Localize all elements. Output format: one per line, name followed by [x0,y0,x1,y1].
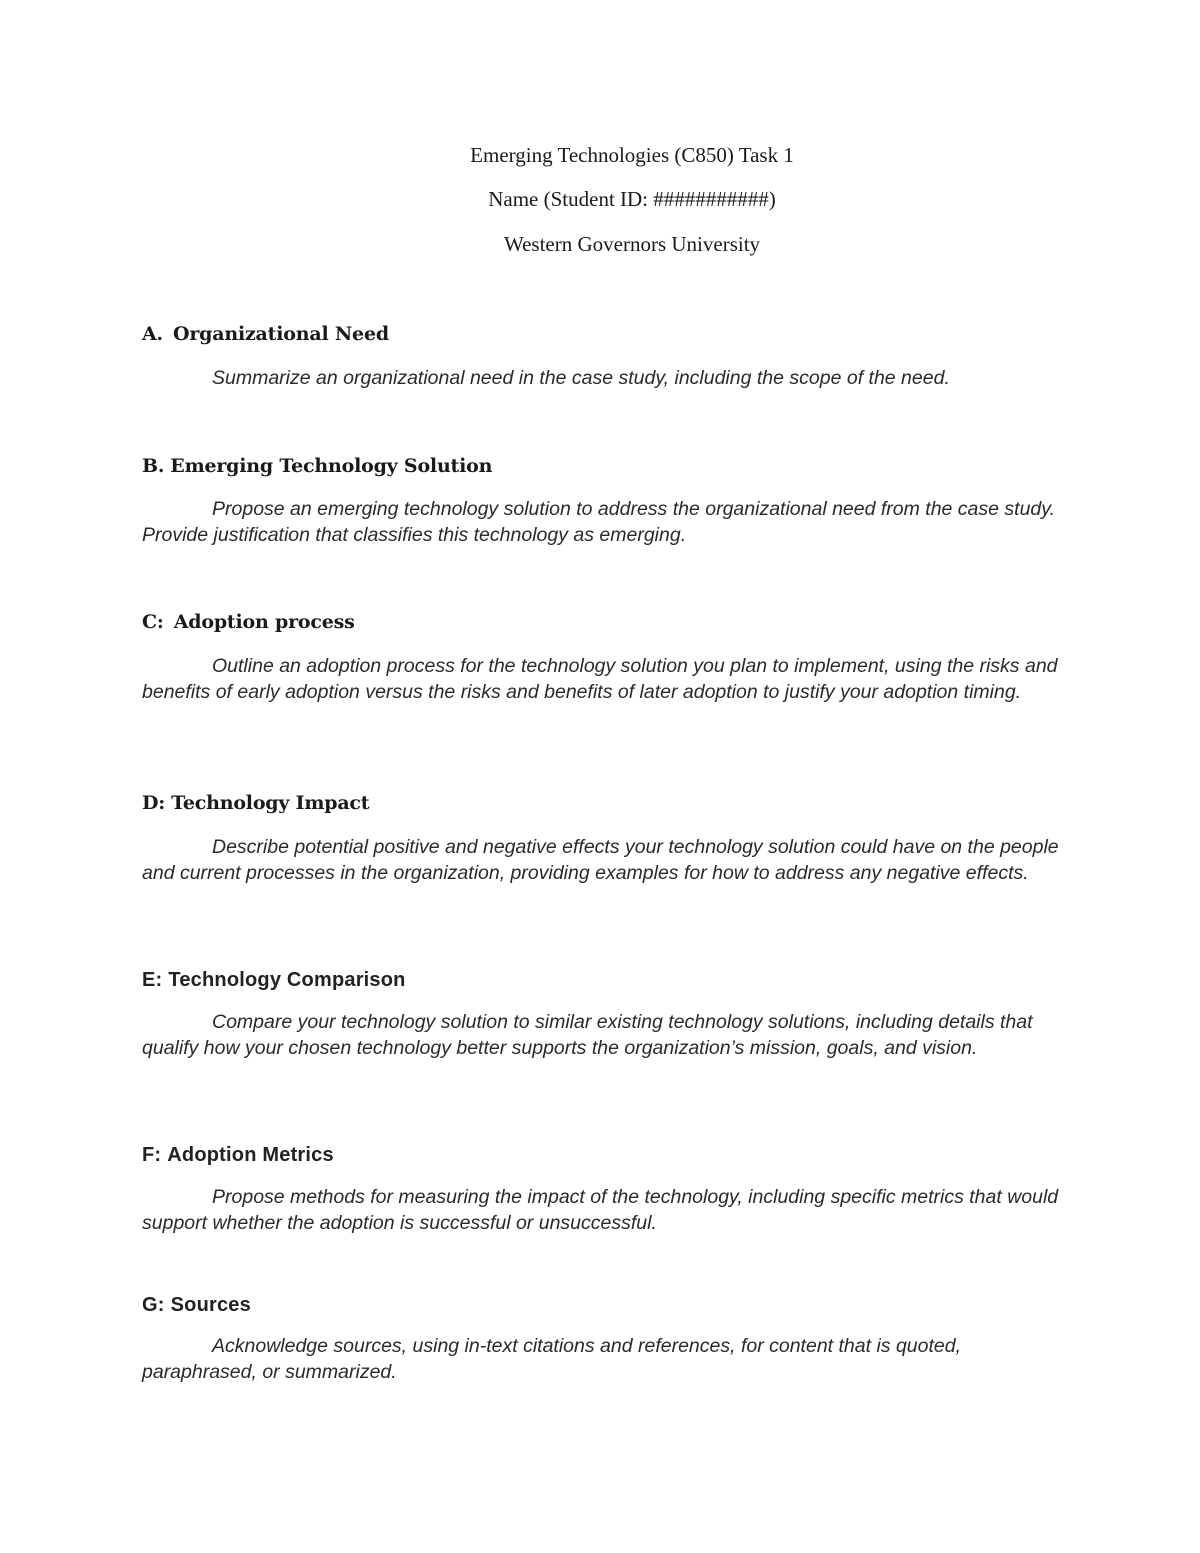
section-g-label: G: [142,1294,165,1316]
section-g-heading [142,1294,251,1317]
section-c-title: Adoption process [173,611,355,633]
section-e-heading [142,969,406,992]
section-e-label: E: [142,969,163,991]
section-d-title: Technology Impact [171,792,370,814]
section-d-heading [142,792,369,814]
section-e-title: Technology Comparison [168,969,406,991]
section-f-prompt: Propose methods for measuring the impact of the technology, including specific metrics that would support whether the adoption is successful or unsuccessful. [142,1186,1059,1234]
section-c-prompt: Outline an adoption process for the technology solution you plan to implement, using the risks and benefits of early adoption versus the risks and benefits of later adoption to justify your adoption timing. [142,655,1058,703]
section-d-prompt: Describe potential positive and negative effects your technology solution could have on the people and current processes in the organization, providing examples for how to address any negative effects. [142,836,1059,884]
institution-line: Western Governors University [503,232,761,256]
section-a-heading [142,323,389,345]
section-f-label: F: [142,1144,162,1166]
section-g-title: Sources [170,1294,251,1316]
section-b-label: B. [142,455,165,477]
section-b-title: Emerging Technology Solution [170,455,493,477]
section-e-prompt: Compare your technology solution to similar existing technology solutions, including details that qualify how your chosen technology better supports the organization’s mission, goals, and vision. [142,1011,1033,1059]
section-a-title: Organizational Need [172,323,389,345]
student-name-line: Name (Student ID: ###########) [488,187,776,211]
section-b-prompt: Propose an emerging technology solution to address the organizational need from the case study. Provide justification that classifies this technology as emerging. [142,498,1055,546]
section-d-label: D: [142,792,166,814]
section-a-label: A. [142,323,163,345]
section-a-prompt: Summarize an organizational need in the case study, including the scope of the need. [212,367,950,389]
section-c-label: C: [142,611,164,633]
section-f-title: Adoption Metrics [167,1144,334,1166]
document-title: Emerging Technologies (C850) Task 1 [470,143,794,167]
section-c-heading [142,611,355,633]
section-b-heading [142,455,492,477]
section-g-prompt: Acknowledge sources, using in-text citations and references, for content that is quoted, paraphrased, or summarized. [142,1335,962,1383]
section-f-heading [142,1144,334,1167]
